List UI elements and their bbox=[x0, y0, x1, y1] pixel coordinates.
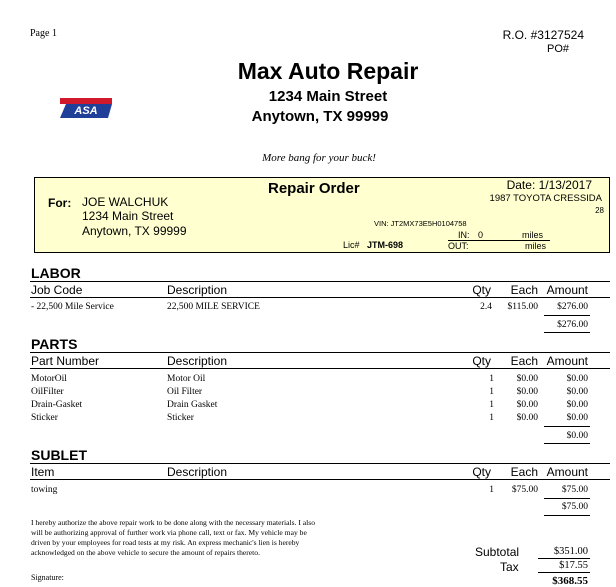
license-label: Lic# bbox=[343, 240, 360, 250]
sublet-col-each: Each bbox=[510, 465, 538, 479]
parts-row-each: $0.00 bbox=[516, 387, 538, 397]
tax-value: $17.55 bbox=[559, 560, 588, 571]
labor-col-desc: Description bbox=[167, 283, 228, 297]
asa-logo-icon bbox=[60, 98, 112, 118]
parts-row-desc: Motor Oil bbox=[167, 374, 206, 384]
authorization-text bbox=[31, 518, 315, 558]
sublet-col-qty: Qty bbox=[472, 465, 491, 479]
parts-col-desc: Description bbox=[167, 354, 228, 368]
authorization-line: acknowledged on the above vehicle to secure the amount of repairs thereto. bbox=[31, 548, 260, 557]
signature-label: Signature: bbox=[31, 573, 64, 582]
parts-row-code: Drain-Gasket bbox=[31, 400, 83, 410]
in-label: IN: bbox=[458, 230, 470, 240]
subtotal-value: $351.00 bbox=[553, 546, 588, 557]
page-number: Page 1 bbox=[30, 28, 57, 39]
ro-number: R.O. #3127524 bbox=[502, 28, 584, 42]
svg-text:ASA: ASA bbox=[74, 105, 98, 117]
labor-col-amount: Amount bbox=[546, 283, 588, 297]
tagline: More bang for your buck! bbox=[262, 152, 376, 164]
parts-row-code: Sticker bbox=[31, 413, 58, 423]
order-date: Date: 1/13/2017 bbox=[506, 178, 592, 192]
parts-row-each: $0.00 bbox=[516, 413, 538, 423]
labor-row-qty: 2.4 bbox=[480, 302, 492, 312]
parts-row-desc: Drain Gasket bbox=[167, 400, 218, 410]
parts-row-amount: $0.00 bbox=[566, 387, 588, 397]
sublet-col-desc: Description bbox=[167, 465, 228, 479]
po-number: PO# bbox=[546, 43, 569, 55]
parts-col-code: Part Number bbox=[31, 354, 100, 368]
parts-row-each: $0.00 bbox=[516, 374, 538, 384]
out-miles: miles bbox=[525, 241, 547, 251]
parts-title: PARTS bbox=[31, 336, 78, 352]
parts-col-amount: Amount bbox=[546, 354, 588, 368]
shop-street: 1234 Main Street bbox=[268, 88, 388, 105]
parts-total: $0.00 bbox=[566, 431, 588, 441]
sublet-total: $75.00 bbox=[561, 502, 588, 512]
sublet-row-item: towing bbox=[31, 485, 58, 495]
sublet-row-qty: 1 bbox=[489, 485, 494, 495]
authorization-line: driven by your employees for road tests at my risk. An express mechanic's lien is hereby bbox=[31, 538, 300, 547]
vehicle-number: 28 bbox=[595, 206, 604, 215]
tax-label: Tax bbox=[500, 560, 519, 574]
customer-name: JOE WALCHUK bbox=[82, 195, 169, 209]
labor-col-each: Each bbox=[510, 283, 538, 297]
labor-row-code: - 22,500 Mile Service bbox=[31, 302, 114, 312]
labor-total: $276.00 bbox=[557, 320, 588, 330]
sublet-col-item: Item bbox=[31, 465, 55, 479]
parts-row-qty: 1 bbox=[489, 413, 494, 423]
order-title: Repair Order bbox=[268, 180, 360, 197]
parts-row-code: OilFilter bbox=[31, 387, 64, 397]
labor-title: LABOR bbox=[31, 265, 81, 281]
subtotal-label: Subtotal bbox=[475, 545, 520, 559]
in-miles: miles bbox=[522, 230, 544, 240]
sublet-col-amount: Amount bbox=[546, 465, 588, 479]
grand-total: $368.55 bbox=[552, 575, 588, 587]
shop-city: Anytown, TX 99999 bbox=[251, 108, 389, 125]
parts-row-amount: $0.00 bbox=[566, 400, 588, 410]
sublet-row-each: $75.00 bbox=[511, 485, 538, 495]
vehicle-desc: 1987 TOYOTA CRESSIDA bbox=[489, 193, 602, 204]
parts-col-each: Each bbox=[510, 354, 538, 368]
labor-row-amount: $276.00 bbox=[557, 302, 588, 312]
vin: VIN: JT2MX73E5H0104758 bbox=[374, 219, 467, 228]
labor-row-each: $115.00 bbox=[507, 302, 538, 312]
labor-row-desc: 22,500 MILE SERVICE bbox=[167, 302, 260, 312]
parts-row-desc: Sticker bbox=[167, 413, 194, 423]
parts-row-qty: 1 bbox=[489, 374, 494, 384]
customer-street: 1234 Main Street bbox=[82, 209, 174, 223]
parts-row-amount: $0.00 bbox=[566, 413, 588, 423]
parts-row-qty: 1 bbox=[489, 387, 494, 397]
parts-row-desc: Oil Filter bbox=[167, 387, 203, 397]
authorization-line: I hereby authorize the above repair work to be done along with the necessary materials. I also bbox=[31, 518, 316, 527]
out-label: OUT: bbox=[448, 241, 469, 251]
authorization-line: will be authorizing approval of further work via phone call, text or fax. My vehicle may be bbox=[31, 528, 307, 537]
parts-row-amount: $0.00 bbox=[566, 374, 588, 384]
labor-col-qty: Qty bbox=[472, 283, 491, 297]
in-value: 0 bbox=[478, 230, 484, 240]
parts-row-qty: 1 bbox=[489, 400, 494, 410]
sublet-row-amount: $75.00 bbox=[561, 485, 588, 495]
labor-col-code: Job Code bbox=[31, 283, 83, 297]
parts-col-qty: Qty bbox=[472, 354, 491, 368]
parts-row-code: MotorOil bbox=[31, 374, 67, 384]
sublet-title: SUBLET bbox=[31, 447, 87, 463]
for-label: For: bbox=[48, 196, 72, 210]
shop-name: Max Auto Repair bbox=[237, 58, 419, 84]
license-plate: JTM-698 bbox=[367, 240, 404, 250]
customer-city: Anytown, TX 99999 bbox=[82, 224, 187, 238]
parts-row-each: $0.00 bbox=[516, 400, 538, 410]
